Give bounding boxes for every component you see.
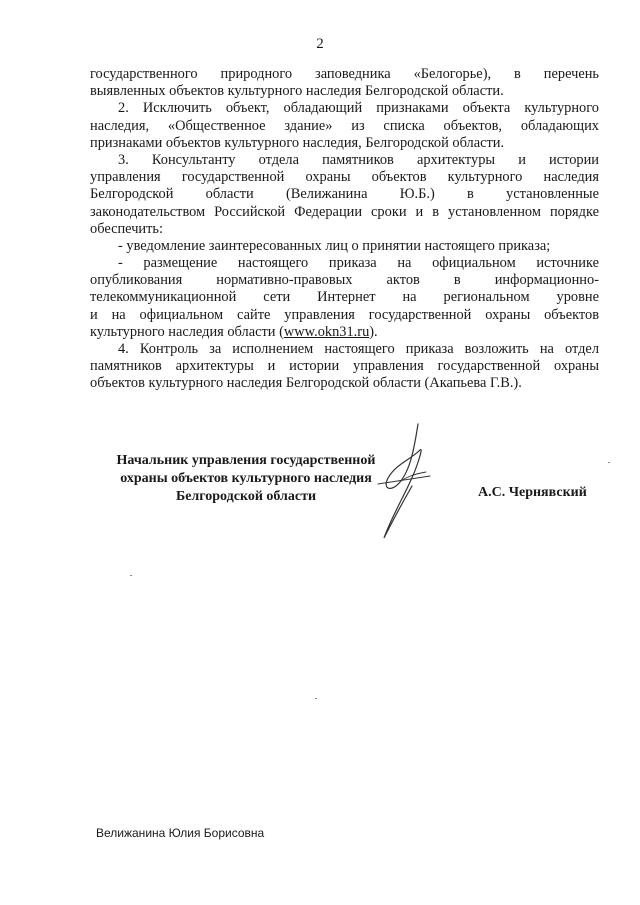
body-line bbox=[90, 375, 599, 392]
body-line-text: опубликования нормативно-правовых актов в информационно- bbox=[90, 272, 599, 289]
body-line-text: законодательством Российской Федерации сроки и в установленном порядке bbox=[90, 203, 599, 220]
body-line-text: - размещение настоящего приказа на официальном источнике bbox=[118, 255, 599, 272]
body-line bbox=[90, 135, 599, 152]
body-line bbox=[90, 341, 599, 358]
body-line-text: памятников архитектуры и истории управления государственной охраны bbox=[90, 358, 599, 375]
body-line bbox=[90, 238, 599, 255]
body-line-text: и на официальном сайте управления государственной охраны объектов bbox=[90, 306, 599, 323]
body-line-text: обеспечить: bbox=[90, 220, 163, 237]
body-line-text: 3. Консультанту отдела памятников архитектуры и истории bbox=[118, 151, 599, 168]
body-line-text: Белгородской области (Велижанина Ю.Б.) в установленные bbox=[90, 186, 599, 203]
signatory-title-line: охраны объектов культурного наследия bbox=[120, 471, 372, 486]
body-line bbox=[90, 83, 599, 100]
body-line-text: телекоммуникационной сети Интернет на региональном уровне bbox=[90, 289, 599, 306]
body-line bbox=[90, 152, 599, 169]
link-suffix: ). bbox=[369, 323, 378, 340]
signatory-title-line: Начальник управления государственной bbox=[116, 453, 376, 468]
body-line-text: управления государственной охраны объектов культурного наследия bbox=[90, 169, 599, 186]
scan-speck bbox=[315, 698, 317, 699]
body-line bbox=[90, 204, 599, 221]
body-line-text: объектов культурного наследия Белгородской области (Акапьева Г.В.). bbox=[90, 375, 522, 392]
signatory-name: А.С. Чернявский bbox=[478, 485, 587, 500]
body-line bbox=[90, 186, 599, 203]
scan-speck bbox=[608, 462, 610, 463]
body-line bbox=[90, 66, 599, 83]
body-line-text: наследия, «Общественное здание» из списка объектов, обладающих bbox=[90, 117, 599, 134]
signatory-title-line: Белгородской области bbox=[175, 489, 317, 504]
body-line-text: признаками объектов культурного наследия, Белгородской области. bbox=[90, 134, 505, 151]
body-line bbox=[90, 307, 599, 324]
body-line bbox=[90, 221, 599, 238]
body-line-text: 4. Контроль за исполнением настоящего приказа возложить на отдел bbox=[118, 341, 599, 357]
body-line bbox=[90, 118, 599, 135]
page-number: 2 bbox=[316, 36, 324, 52]
body-line-text: - уведомление заинтересованных лиц о принятии настоящего приказа; bbox=[118, 237, 551, 254]
document-body bbox=[90, 66, 599, 393]
body-line bbox=[90, 272, 599, 289]
body-line bbox=[90, 289, 599, 306]
executor-name: Велижанина Юлия Борисовна bbox=[96, 826, 265, 840]
body-line: культурного наследия области (www.okn31.ru). bbox=[90, 323, 378, 340]
body-line bbox=[90, 358, 599, 375]
body-line bbox=[90, 100, 599, 117]
scan-speck bbox=[130, 575, 132, 576]
body-line-text: культурного наследия области bbox=[90, 323, 276, 340]
body-line-text: государственного природного заповедника «Белогорье), в перечень bbox=[90, 66, 599, 82]
body-line-text: выявленных объектов культурного наследия Белгородской области. bbox=[90, 83, 504, 100]
body-line bbox=[90, 169, 599, 186]
body-line-text: 2. Исключить объект, обладающий признаками объекта культурного bbox=[118, 100, 599, 117]
signatory-title bbox=[96, 452, 396, 506]
body-line bbox=[90, 255, 599, 272]
website-link[interactable]: www.okn31.ru bbox=[283, 323, 370, 340]
